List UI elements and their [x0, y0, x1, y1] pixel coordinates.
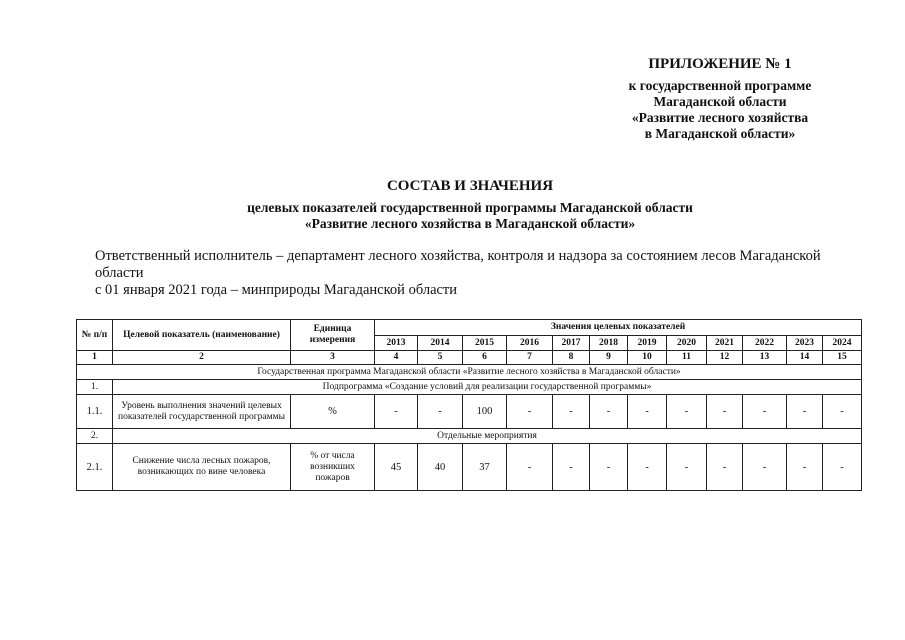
column-number: 12 — [707, 351, 743, 365]
value-cell: - — [743, 395, 787, 429]
appendix-line: «Развитие лесного хозяйства — [631, 110, 809, 125]
column-number: 15 — [823, 351, 862, 365]
row-num: 1.1. — [77, 395, 113, 429]
value-cell: - — [823, 444, 862, 491]
row-num: 2.1. — [77, 444, 113, 491]
value-cell: - — [590, 395, 628, 429]
year-cell: 2020 — [667, 336, 707, 351]
column-number: 4 — [375, 351, 418, 365]
column-number-row — [77, 351, 862, 365]
year-cell: 2015 — [463, 336, 507, 351]
year-cell: 2021 — [707, 336, 743, 351]
section-row — [77, 429, 862, 444]
year-cell: 2017 — [553, 336, 590, 351]
value-cell: - — [667, 444, 707, 491]
value-cell: 45 — [375, 444, 418, 491]
responsible-executor — [95, 248, 865, 299]
column-number: 7 — [507, 351, 553, 365]
year-cell: 2023 — [787, 336, 823, 351]
value-cell: - — [418, 395, 463, 429]
appendix-line: Магаданской области — [653, 94, 787, 109]
row-indicator: Снижение числа лесных пожаров, возникающих по вине человека — [113, 444, 291, 491]
header-indicator: Целевой показатель (наименование) — [113, 320, 291, 351]
section-row — [77, 380, 862, 395]
value-cell: - — [628, 395, 667, 429]
value-cell: - — [507, 395, 553, 429]
value-cell: 37 — [463, 444, 507, 491]
year-cell: 2018 — [590, 336, 628, 351]
program-row — [77, 365, 862, 380]
year-cell: 2019 — [628, 336, 667, 351]
column-number: 9 — [590, 351, 628, 365]
value-cell: 100 — [463, 395, 507, 429]
value-cell: - — [553, 444, 590, 491]
heading-subtitle: «Развитие лесного хозяйства в Магаданской области» — [304, 216, 636, 231]
column-number: 1 — [77, 351, 113, 365]
table-header-row — [77, 320, 862, 336]
column-number: 14 — [787, 351, 823, 365]
value-cell: - — [823, 395, 862, 429]
column-number: 11 — [667, 351, 707, 365]
header-num: № п/п — [77, 320, 113, 351]
value-cell: - — [707, 444, 743, 491]
program-title: Государственная программа Магаданской области «Развитие лесного хозяйства в Магаданской области» — [77, 365, 862, 380]
column-number: 8 — [553, 351, 590, 365]
heading-subtitle: целевых показателей государственной программы Магаданской области — [247, 200, 693, 215]
value-cell: - — [375, 395, 418, 429]
value-cell: - — [787, 395, 823, 429]
appendix-line: в Магаданской области» — [644, 126, 796, 141]
responsible-line: Ответственный исполнитель – департамент лесного хозяйства, контроля и надзора за состоянием лесов Магаданской области — [95, 248, 821, 281]
value-cell: - — [507, 444, 553, 491]
section-title: Отдельные мероприятия — [113, 429, 862, 444]
value-cell: - — [667, 395, 707, 429]
header-values: Значения целевых показателей — [375, 320, 862, 336]
appendix-title: ПРИЛОЖЕНИЕ № 1 — [648, 56, 792, 72]
row-indicator: Уровень выполнения значений целевых показателей государственной программы — [113, 395, 291, 429]
year-cell: 2013 — [375, 336, 418, 351]
column-number: 2 — [113, 351, 291, 365]
year-cell: 2022 — [743, 336, 787, 351]
year-cell: 2024 — [823, 336, 862, 351]
table-row — [77, 444, 862, 491]
responsible-line: с 01 января 2021 года – минприроды Магаданской области — [95, 282, 458, 298]
appendix-line: к государственной программе — [628, 78, 812, 93]
column-number: 10 — [628, 351, 667, 365]
value-cell: - — [553, 395, 590, 429]
column-number: 5 — [418, 351, 463, 365]
heading-title: СОСТАВ И ЗНАЧЕНИЯ — [386, 178, 554, 194]
table-row — [77, 395, 862, 429]
indicators-table — [76, 319, 862, 491]
row-unit: % — [291, 395, 375, 429]
value-cell: - — [628, 444, 667, 491]
header-unit: Единица измерения — [291, 320, 375, 351]
document-heading — [75, 178, 865, 232]
value-cell: 40 — [418, 444, 463, 491]
value-cell: - — [707, 395, 743, 429]
value-cell: - — [787, 444, 823, 491]
section-title: Подпрограмма «Создание условий для реализации государственной программы» — [113, 380, 862, 395]
row-unit: % от числа возникших пожаров — [291, 444, 375, 491]
appendix-block — [560, 56, 880, 142]
year-cell: 2014 — [418, 336, 463, 351]
section-num: 1. — [77, 380, 113, 395]
column-number: 13 — [743, 351, 787, 365]
value-cell: - — [743, 444, 787, 491]
column-number: 6 — [463, 351, 507, 365]
section-num: 2. — [77, 429, 113, 444]
year-cell: 2016 — [507, 336, 553, 351]
value-cell: - — [590, 444, 628, 491]
column-number: 3 — [291, 351, 375, 365]
